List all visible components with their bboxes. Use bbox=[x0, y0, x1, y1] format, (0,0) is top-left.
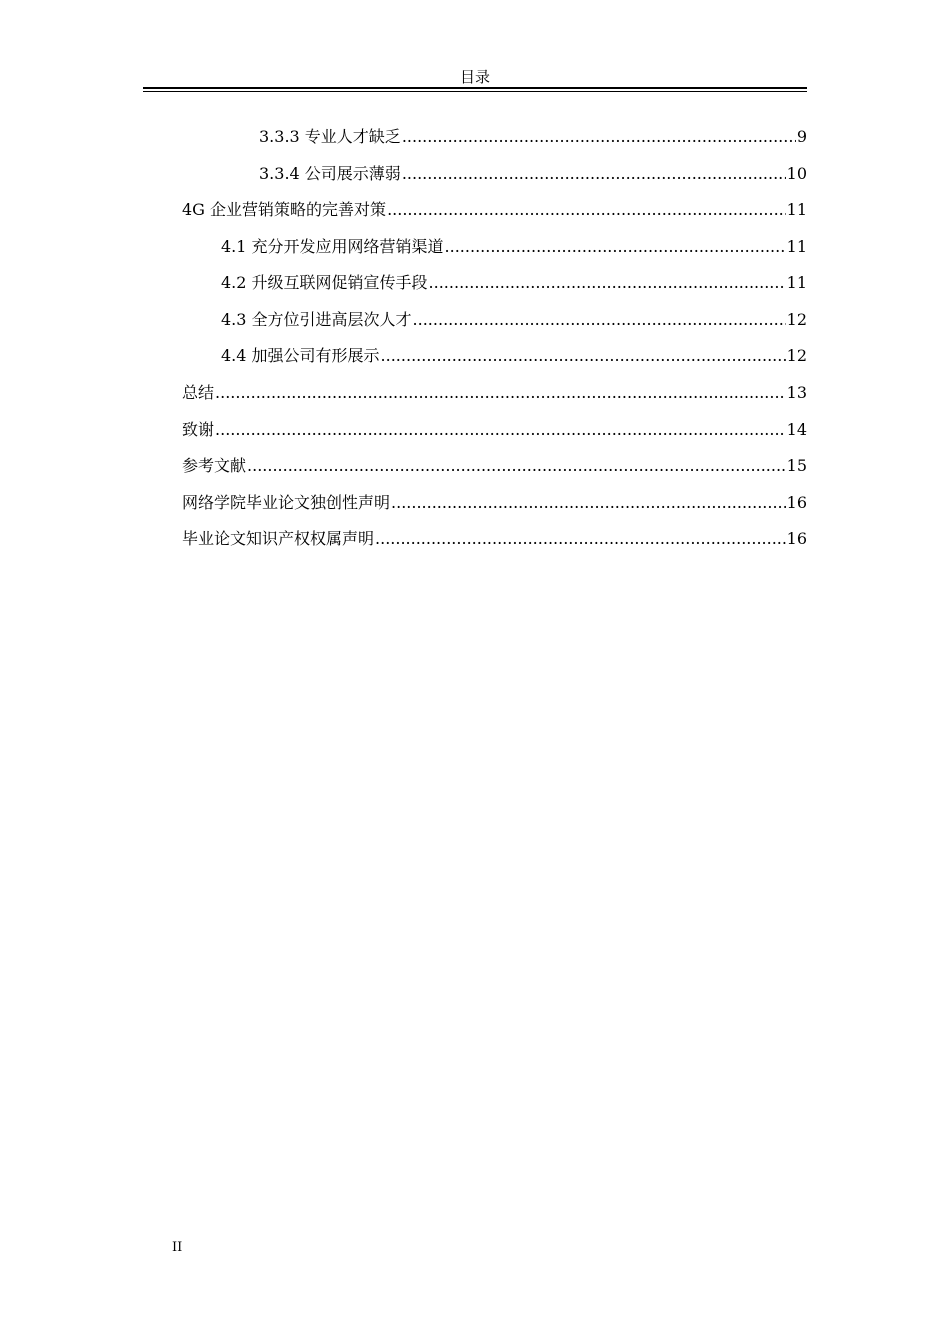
toc-entry-title: 参考文献 bbox=[182, 456, 247, 475]
toc-dot-leader bbox=[391, 491, 786, 515]
page-header-title: 目录 bbox=[459, 68, 490, 86]
toc-entry-title: 网络学院毕业论文独创性声明 bbox=[182, 493, 391, 512]
toc-entry-page: 10 bbox=[786, 164, 807, 183]
toc-entry-page: 11 bbox=[786, 200, 807, 219]
toc-entry-title: 4.1 充分开发应用网络营销渠道 bbox=[221, 237, 444, 256]
toc-dot-leader bbox=[375, 527, 786, 551]
toc-dot-leader bbox=[402, 162, 786, 186]
toc-dot-leader bbox=[429, 271, 786, 295]
toc-entry-title: 4.2 升级互联网促销宣传手段 bbox=[221, 273, 428, 292]
toc-entry[interactable] bbox=[182, 454, 807, 478]
toc-entry[interactable] bbox=[182, 381, 807, 405]
toc-entry[interactable] bbox=[221, 308, 807, 332]
toc-entry-title: 3.3.4 公司展示薄弱 bbox=[259, 164, 401, 183]
toc-entry[interactable] bbox=[182, 527, 807, 551]
toc-entry[interactable] bbox=[182, 491, 807, 515]
toc-dot-leader bbox=[381, 344, 786, 368]
toc-entry-title: 4.4 加强公司有形展示 bbox=[221, 346, 380, 365]
toc-dot-leader bbox=[215, 381, 786, 405]
toc-dot-leader bbox=[247, 454, 786, 478]
toc-entry-page: 14 bbox=[786, 420, 807, 439]
toc-entry-title: 毕业论文知识产权权属声明 bbox=[182, 529, 375, 548]
toc-entry-title: 3.3.3 专业人才缺乏 bbox=[259, 127, 401, 146]
toc-entry-title: 4.3 全方位引进高层次人才 bbox=[221, 310, 412, 329]
toc-entry[interactable] bbox=[221, 271, 807, 295]
toc-entry-page: 11 bbox=[786, 273, 807, 292]
toc-dot-leader bbox=[215, 418, 786, 442]
toc-entry-page: 11 bbox=[786, 237, 807, 256]
toc-entry-page: 12 bbox=[786, 310, 807, 329]
table-of-contents bbox=[0, 0, 950, 600]
toc-entry[interactable] bbox=[182, 418, 807, 442]
toc-entry[interactable] bbox=[182, 198, 807, 222]
toc-entry-page: 12 bbox=[786, 346, 807, 365]
toc-entry-page: 13 bbox=[786, 383, 807, 402]
toc-dot-leader bbox=[402, 125, 796, 149]
toc-dot-leader bbox=[445, 235, 786, 259]
toc-entry-page: 9 bbox=[796, 127, 807, 146]
toc-entry-title: 总结 bbox=[182, 383, 215, 402]
page-number: II bbox=[172, 1240, 183, 1255]
toc-entry[interactable] bbox=[221, 344, 807, 368]
toc-entry-title: 4G 企业营销策略的完善对策 bbox=[182, 200, 387, 219]
toc-dot-leader bbox=[387, 198, 786, 222]
toc-dot-leader bbox=[413, 308, 786, 332]
toc-entry[interactable] bbox=[221, 235, 807, 259]
toc-entry-page: 16 bbox=[786, 493, 807, 512]
toc-entry-page: 16 bbox=[786, 529, 807, 548]
toc-entry-page: 15 bbox=[786, 456, 807, 475]
toc-entry[interactable] bbox=[259, 162, 807, 186]
toc-entry-title: 致谢 bbox=[182, 420, 215, 439]
toc-entry[interactable] bbox=[259, 125, 807, 149]
